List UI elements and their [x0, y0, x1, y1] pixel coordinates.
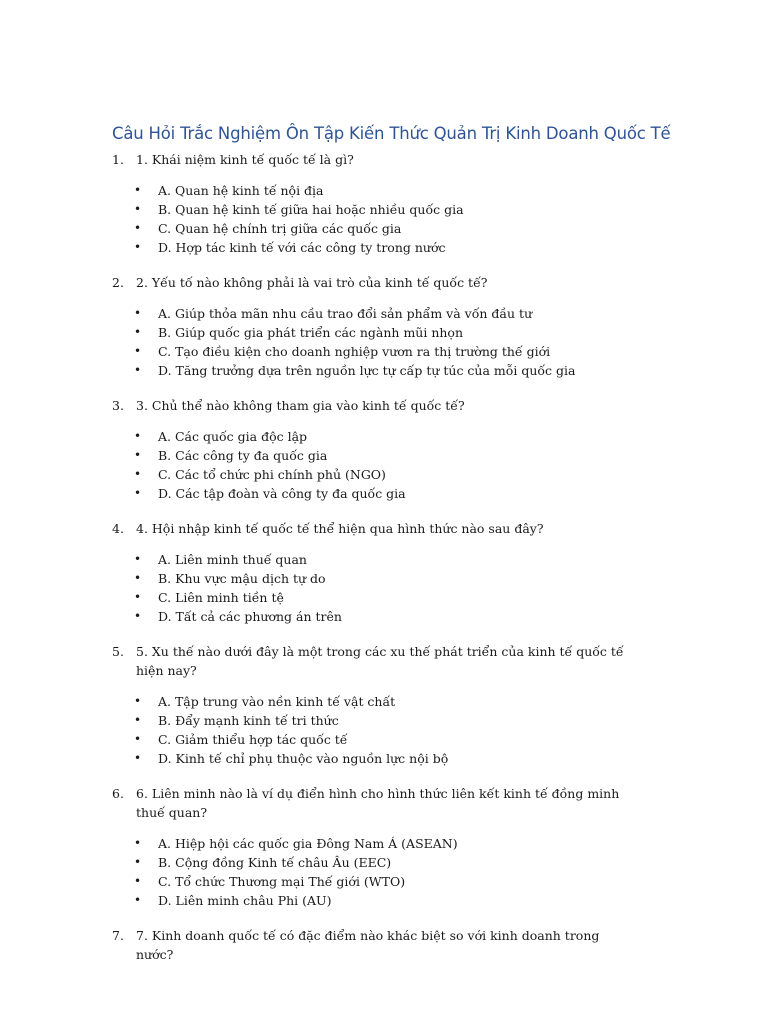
answer-option	[112, 872, 672, 891]
question-item	[112, 784, 672, 910]
question-text: 7. Kinh doanh quốc tế có đặc điểm nào khác biệt so với kinh doanh trong nước?	[136, 928, 600, 962]
answer-list	[112, 181, 672, 257]
answer-option	[112, 465, 672, 484]
answer-text: B. Cộng đồng Kinh tế châu Âu (EEC)	[158, 855, 392, 870]
answer-option	[112, 361, 672, 380]
answer-list	[112, 692, 672, 768]
question-number: 2.	[112, 275, 124, 290]
answer-text: B. Các công ty đa quốc gia	[158, 448, 328, 463]
answer-text: D. Kinh tế chỉ phụ thuộc vào nguồn lực nội bộ	[158, 751, 449, 766]
answer-list	[112, 550, 672, 626]
bullet-icon: •	[134, 713, 142, 727]
answer-option	[112, 569, 672, 588]
answer-option	[112, 749, 672, 768]
answer-list	[112, 834, 672, 910]
bullet-icon: •	[134, 590, 142, 604]
bullet-icon: •	[134, 240, 142, 254]
answer-text: B. Giúp quốc gia phát triển các ngành mũi nhọn	[158, 325, 464, 340]
answer-option	[112, 342, 672, 361]
bullet-icon: •	[134, 694, 142, 708]
question-item	[112, 396, 672, 503]
bullet-icon: •	[134, 893, 142, 907]
answer-text: C. Giảm thiểu hợp tác quốc tế	[158, 732, 348, 747]
question-list	[112, 150, 672, 980]
question-item	[112, 150, 672, 257]
answer-text: C. Tạo điều kiện cho doanh nghiệp vươn ra thị trường thế giới	[158, 344, 551, 359]
answer-text: D. Liên minh châu Phi (AU)	[158, 893, 332, 908]
answer-option	[112, 711, 672, 730]
answer-list	[112, 304, 672, 380]
answer-option	[112, 588, 672, 607]
answer-option	[112, 219, 672, 238]
answer-text: C. Quan hệ chính trị giữa các quốc gia	[158, 221, 402, 236]
question-text: 1. Khái niệm kinh tế quốc tế là gì?	[136, 152, 354, 167]
bullet-icon: •	[134, 751, 142, 765]
question-number: 3.	[112, 398, 124, 413]
bullet-icon: •	[134, 552, 142, 566]
bullet-icon: •	[134, 448, 142, 462]
question-number: 5.	[112, 644, 124, 659]
bullet-icon: •	[134, 221, 142, 235]
answer-list	[112, 427, 672, 503]
answer-text: A. Quan hệ kinh tế nội địa	[158, 183, 324, 198]
answer-option	[112, 730, 672, 749]
bullet-icon: •	[134, 363, 142, 377]
answer-text: A. Liên minh thuế quan	[158, 552, 307, 567]
answer-text: A. Tập trung vào nền kinh tế vật chất	[158, 694, 396, 709]
answer-text: D. Các tập đoàn và công ty đa quốc gia	[158, 486, 406, 501]
bullet-icon: •	[134, 344, 142, 358]
answer-option	[112, 550, 672, 569]
question-number: 1.	[112, 152, 124, 167]
bullet-icon: •	[134, 571, 142, 585]
answer-option	[112, 427, 672, 446]
answer-text: B. Khu vực mậu dịch tự do	[158, 571, 326, 586]
answer-option	[112, 484, 672, 503]
answer-option	[112, 238, 672, 257]
answer-option	[112, 607, 672, 626]
answer-text: C. Tổ chức Thương mại Thế giới (WTO)	[158, 874, 406, 889]
answer-text: D. Tất cả các phương án trên	[158, 609, 342, 624]
question-number: 4.	[112, 521, 124, 536]
answer-text: D. Hợp tác kinh tế với các công ty trong nước	[158, 240, 446, 255]
answer-option	[112, 853, 672, 872]
question-item	[112, 273, 672, 380]
answer-text: C. Liên minh tiền tệ	[158, 590, 284, 605]
answer-option	[112, 446, 672, 465]
answer-option	[112, 891, 672, 910]
answer-option	[112, 181, 672, 200]
question-item	[112, 519, 672, 626]
bullet-icon: •	[134, 202, 142, 216]
question-number: 7.	[112, 928, 124, 943]
question-text: 6. Liên minh nào là ví dụ điển hình cho hình thức liên kết kinh tế đồng minh thuế quan?	[136, 786, 620, 820]
document-title: Câu Hỏi Trắc Nghiệm Ôn Tập Kiến Thức Quản Trị Kinh Doanh Quốc Tế	[112, 124, 671, 143]
bullet-icon: •	[134, 732, 142, 746]
bullet-icon: •	[134, 306, 142, 320]
question-text: 2. Yếu tố nào không phải là vai trò của kinh tế quốc tế?	[136, 275, 488, 290]
question-number: 6.	[112, 786, 124, 801]
question-text: 3. Chủ thể nào không tham gia vào kinh tế quốc tế?	[136, 398, 465, 413]
answer-text: A. Giúp thỏa mãn nhu cầu trao đổi sản phẩm và vốn đầu tư	[158, 306, 533, 321]
answer-option	[112, 200, 672, 219]
bullet-icon: •	[134, 429, 142, 443]
bullet-icon: •	[134, 467, 142, 481]
bullet-icon: •	[134, 486, 142, 500]
bullet-icon: •	[134, 874, 142, 888]
answer-text: C. Các tổ chức phi chính phủ (NGO)	[158, 467, 386, 482]
question-text: 5. Xu thế nào dưới đây là một trong các xu thế phát triển của kinh tế quốc tế hiện nay?	[136, 644, 624, 678]
bullet-icon: •	[134, 183, 142, 197]
question-item	[112, 926, 672, 964]
answer-option	[112, 323, 672, 342]
answer-text: D. Tăng trưởng dựa trên nguồn lực tự cấp tự túc của mỗi quốc gia	[158, 363, 576, 378]
answer-text: A. Các quốc gia độc lập	[158, 429, 308, 444]
answer-text: B. Quan hệ kinh tế giữa hai hoặc nhiều quốc gia	[158, 202, 464, 217]
question-text: 4. Hội nhập kinh tế quốc tế thể hiện qua hình thức nào sau đây?	[136, 521, 544, 536]
question-item	[112, 642, 672, 768]
bullet-icon: •	[134, 325, 142, 339]
bullet-icon: •	[134, 855, 142, 869]
answer-option	[112, 834, 672, 853]
answer-option	[112, 304, 672, 323]
answer-text: B. Đẩy mạnh kinh tế tri thức	[158, 713, 339, 728]
answer-option	[112, 692, 672, 711]
answer-text: A. Hiệp hội các quốc gia Đông Nam Á (ASEAN)	[158, 836, 458, 851]
bullet-icon: •	[134, 609, 142, 623]
bullet-icon: •	[134, 836, 142, 850]
